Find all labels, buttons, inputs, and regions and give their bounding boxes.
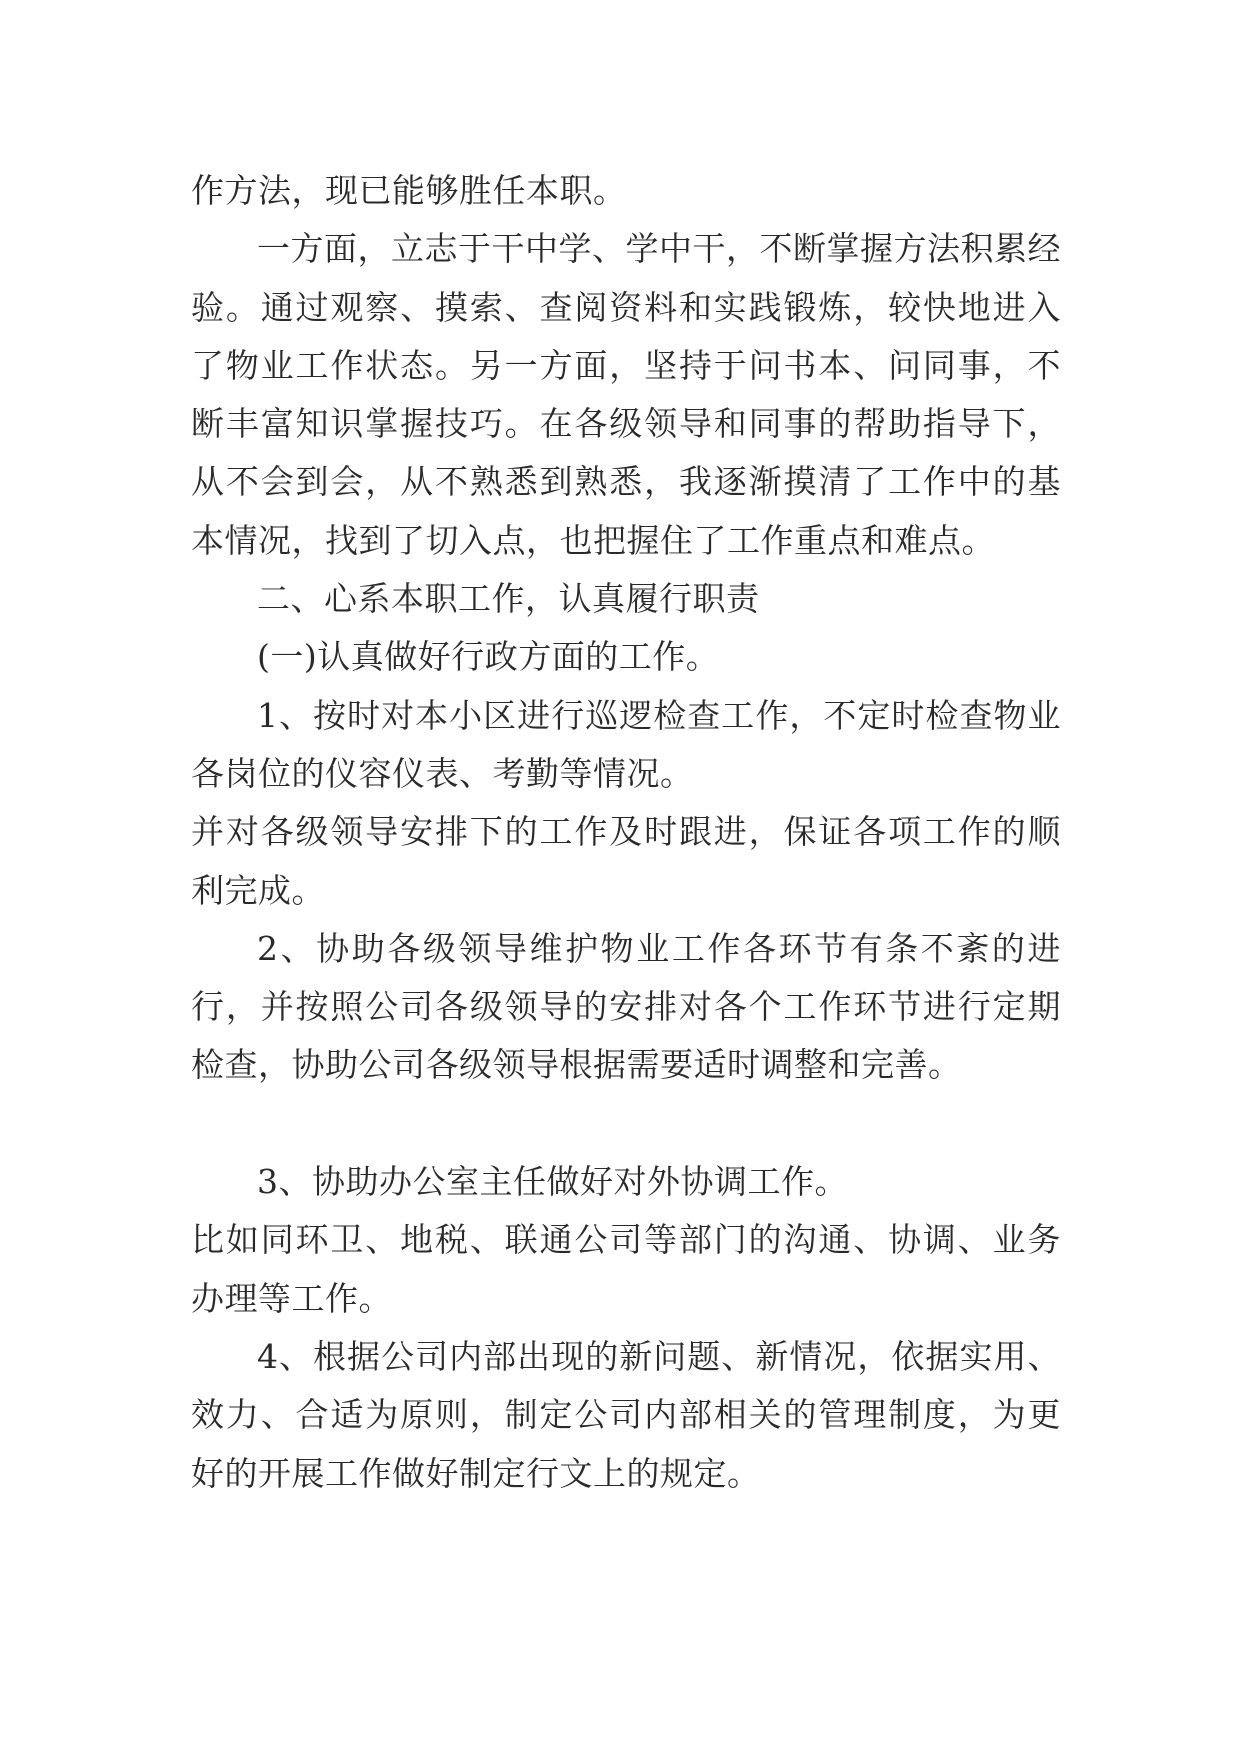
paragraph-2: 一方面，立志于干中学、学中干，不断掌握方法积累经验。通过观察、摸索、查阅资料和实践锻炼，较快地进入了物业工作状态。另一方面，坚持于问书本、问同事，不断丰富知识掌握技巧。在各级领导和同事的帮助指导下，从不会到会，从不熟悉到熟悉，我逐渐摸清了工作中的基本情况，找到了切入点，也把握住了工作重点和难点。: [191, 229, 1061, 560]
blank-line: [191, 1095, 1061, 1153]
item-1: 1、按时对本小区进行巡逻检查工作，不定时检查物业各岗位的仪容仪表、考勤等情况。: [191, 695, 1061, 793]
item-3-continuation: 比如同环卫、地税、联通公司等部门的沟通、协调、业务办理等工作。: [191, 1220, 1061, 1318]
item-4: 4、根据公司内部出现的新问题、新情况，依据实用、效力、合适为原则，制定公司内部相关的管理制度，为更好的开展工作做好制定行文上的规定。: [191, 1336, 1061, 1493]
subsection-heading: (一)认真做好行政方面的工作。: [257, 637, 720, 677]
paragraph-1: 作方法，现已能够胜任本职。: [191, 171, 627, 210]
section-heading: 二、心系本职工作，认真履行职责: [257, 579, 760, 619]
item-2: 2、协助各级领导维护物业工作各环节有条不紊的进行，并按照公司各级领导的安排对各个工作环节进行定期检查，协助公司各级领导根据需要适时调整和完善。: [191, 928, 1061, 1085]
item-1-continuation: 并对各级领导安排下的工作及时跟进，保证各项工作的顺利完成。: [191, 812, 1061, 910]
document-body: [191, 162, 1061, 1503]
item-3: 3、协助办公室主任做好对外协调工作。: [257, 1162, 848, 1202]
